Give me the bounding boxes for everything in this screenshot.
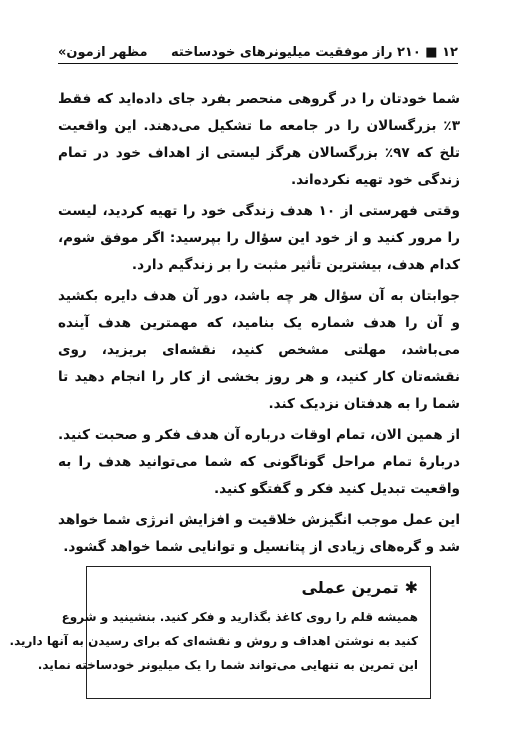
running-header: [58, 40, 458, 60]
paragraph-2: وقتی فهرستی از ۱۰ هدف زندگی خود را تهیه کردید، لیست را مرور کنید و از خود این سؤال را بپرسید: اگر موفق شوم، کدام هدف، بیشترین تأثیر مثبت را بر زندگیم دارد.: [58, 203, 461, 273]
exercise-line-1: همیشه قلم را روی کاغذ بگذارید و فکر کنید. بنشینید و شروع: [61, 610, 418, 624]
paragraph-1: شما خودتان را در گروهی منحصر بفرد جای داده‌اید که فقط ۳٪ بزرگسالان را در جامعه ما تشکیل می‌دهند. این واقعیت تلخ که ۹۷٪ بزرگسالان هرگز لیستی از اهداف خود در تمام زندگی خود تهیه نکرده‌اند.: [58, 91, 460, 188]
asterisk-icon: ✱: [404, 578, 418, 597]
paragraph-5: این عمل موجب انگیزش خلاقیت و افزایش انرژی شما خواهد شد و گره‌های زیادی از پتانسیل و توانایی شما خواهد گشود.: [58, 512, 460, 555]
exercise-line-3: این تمرین به تنهایی می‌تواند شما را یک میلیونر خودساخته نماید.: [37, 658, 418, 672]
exercise-line-2: کنید به نوشتن اهداف و روش و نقشه‌ای که برای رسیدن به آنها دارید.: [9, 634, 418, 648]
header-book-title: مظهر ازمون»: [58, 45, 148, 60]
paragraph-3: جوابتان به آن سؤال هر چه باشد، دور آن هدف دایره بکشید و آن را هدف شماره یک بنامید، که مهمترین هدف آینده می‌باشد، مهلتی مشخص کنید، نقشه‌ای بریزید، روی نقشه‌تان کار کنید، و هر روز بخشی از کار را انجام دهید تا شما را به هدفتان نزدیک کند.: [58, 288, 460, 412]
header-divider: [58, 63, 458, 64]
body-text: [58, 86, 460, 565]
exercise-box: [9, 566, 431, 699]
exercise-title: تمرین عملی: [301, 578, 399, 597]
header-page-number-and-title: ۱۲ ■ ۲۱۰ راز موفقیت میلیونرهای خودساخته: [170, 45, 458, 60]
paragraph-4: از همین الان، تمام اوقات درباره آن هدف فکر و صحبت کنید. دربارهٔ تمام مراحل گوناگونی که شما می‌توانید هدف را به واقعیت تبدیل کنید فکر و گفتگو کنید.: [58, 427, 460, 497]
exercise-heading: [99, 577, 418, 599]
